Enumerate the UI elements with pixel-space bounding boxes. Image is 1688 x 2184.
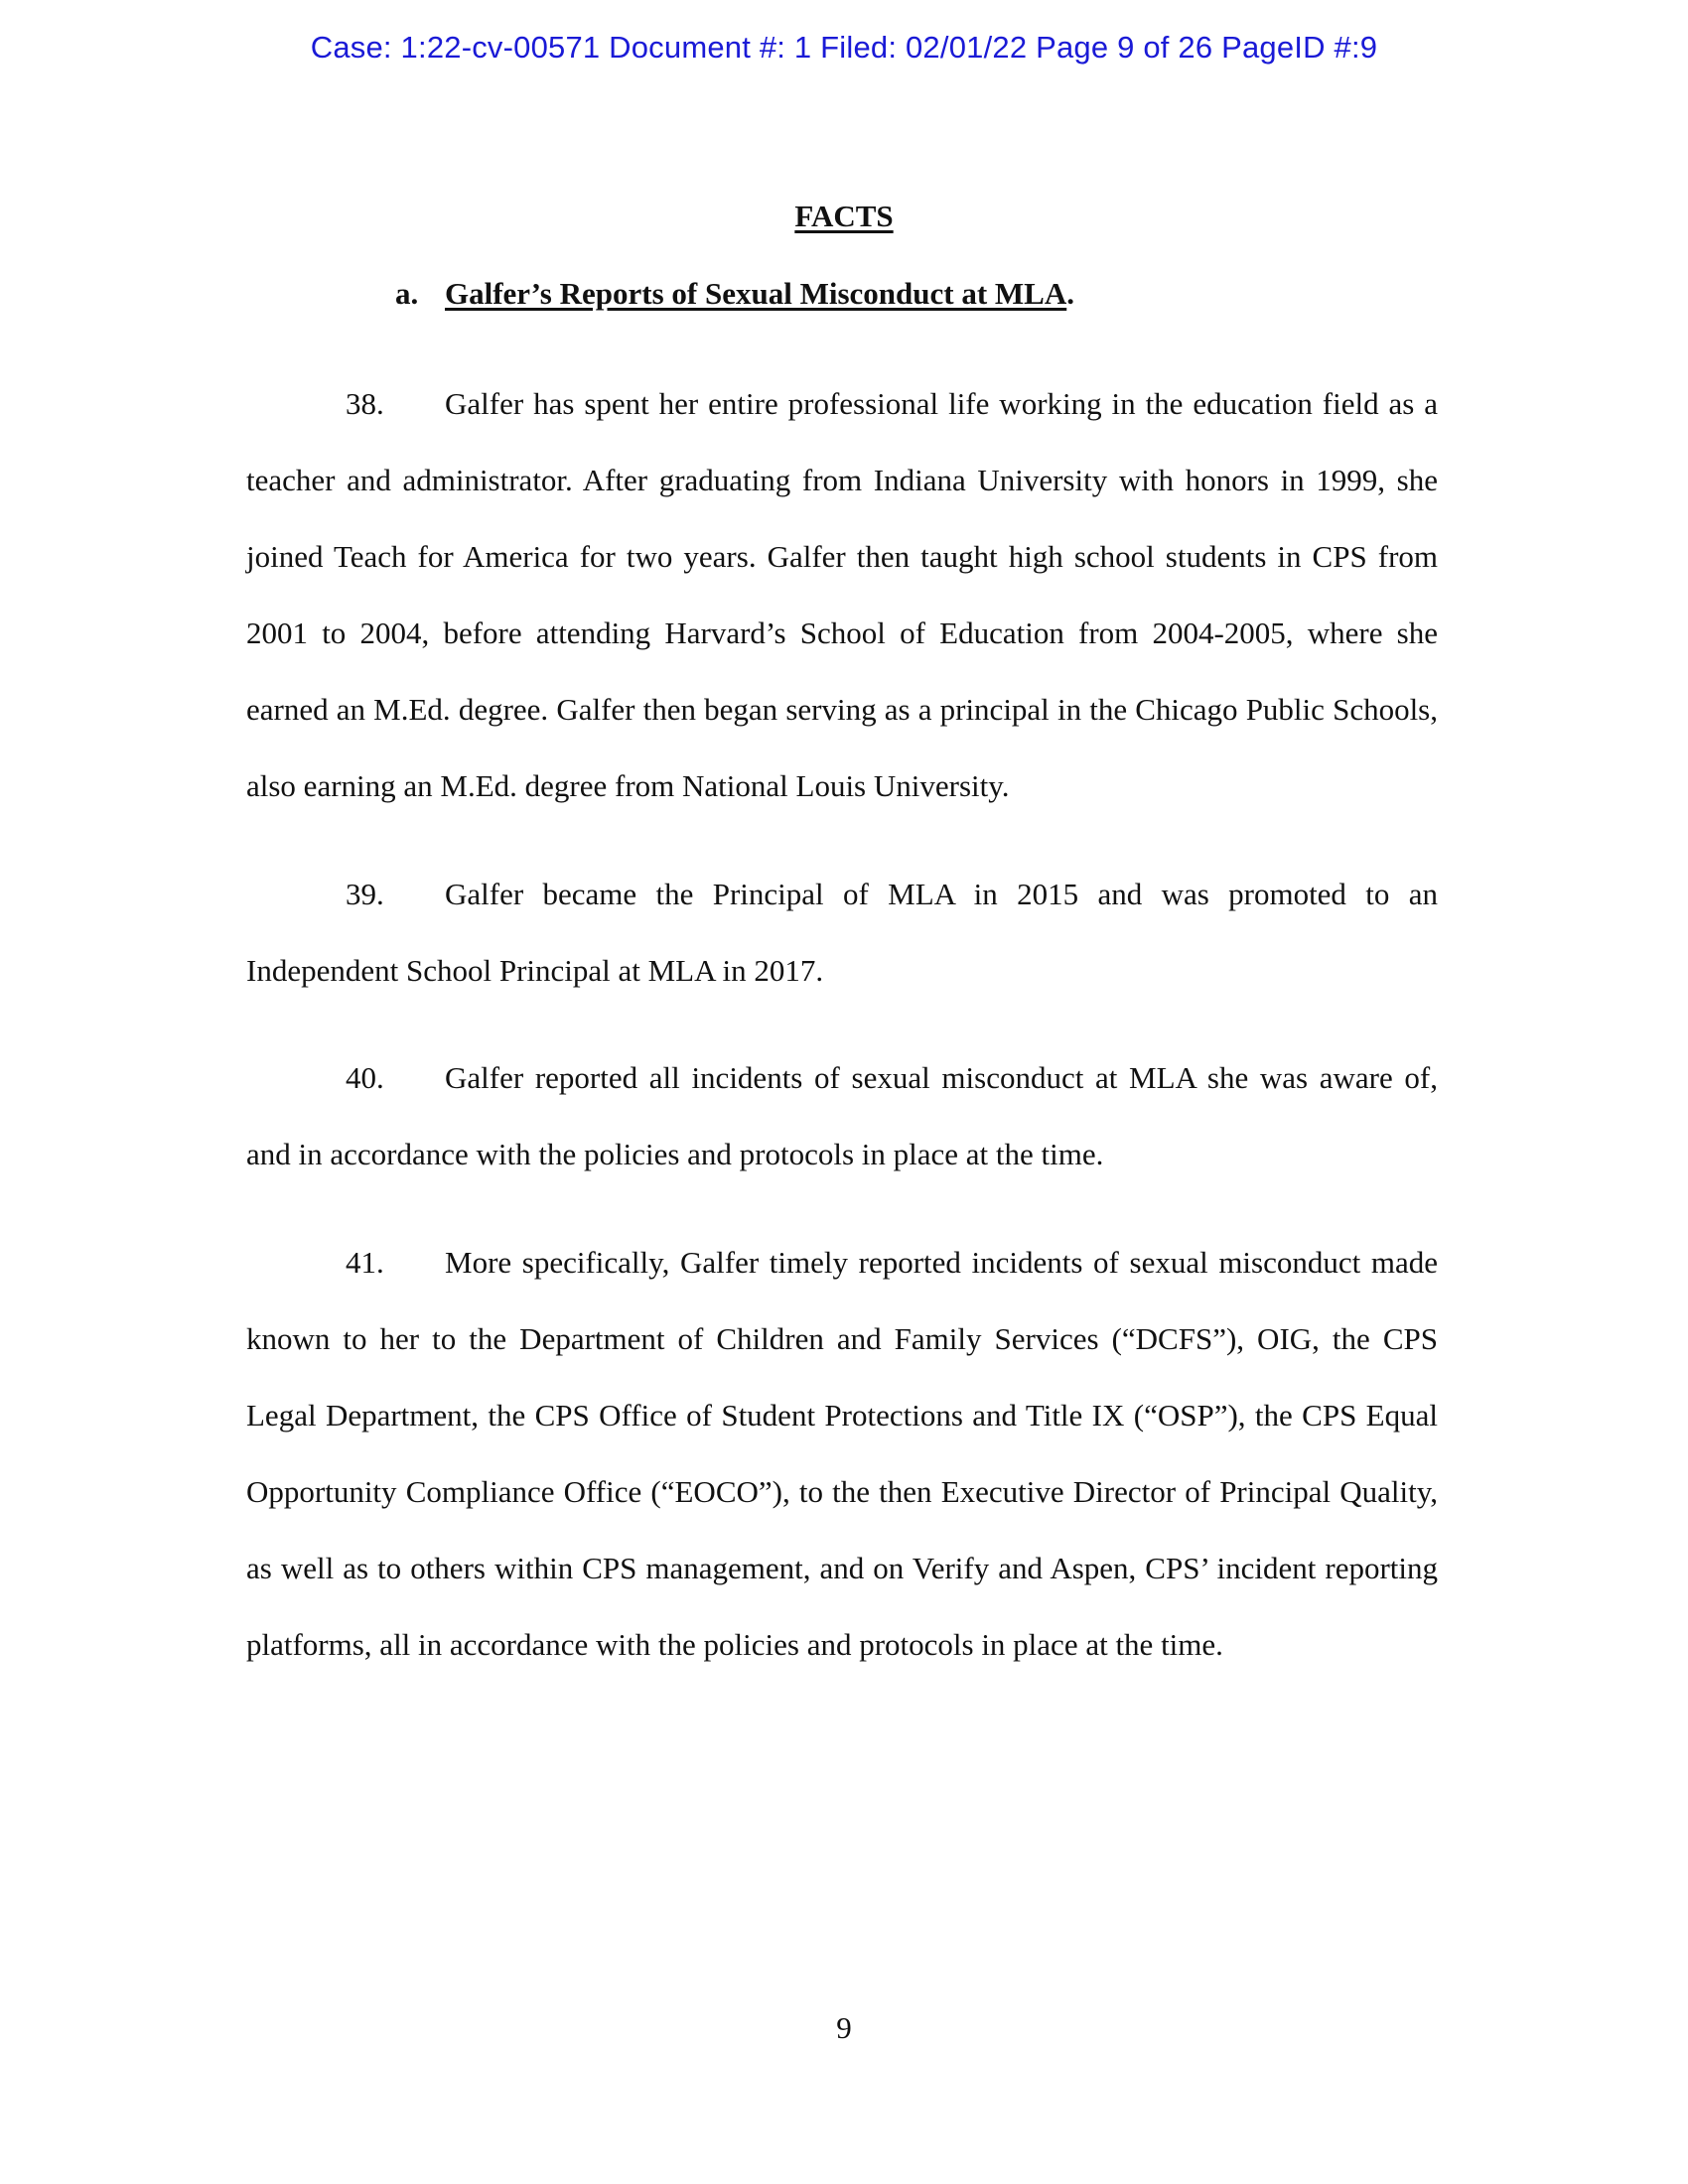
paragraph-text: More specifically, Galfer timely reported incidents of sexual misconduct made known to her to the Department of Children and Family Services (“DCFS”), OIG, the CPS Legal Department, the CPS Office of Student Protections and Title IX (“OSP”), the CPS Equal Opportunity Compliance Office (“EOCO”), to the then Executive Director of Principal Quality, as well as to others within CPS management, and on Verify and Aspen, CPS’ incident reporting platforms, all in accordance with the policies and protocols in place at the time. [246,1245,1438,1662]
paragraph-40 [246,1039,1438,1192]
subheading-title: Galfer’s Reports of Sexual Misconduct at MLA [445,276,1067,311]
paragraph-number: 40. [346,1060,384,1095]
section-heading: FACTS [794,199,894,233]
subheading-period: . [1066,276,1074,311]
subheading-letter: a. [395,276,419,311]
page-number: 9 [836,2010,852,2045]
subheading [395,276,1074,312]
paragraph-text: Galfer became the Principal of MLA in 2015 and was promoted to an Independent School Principal at MLA in 2017. [246,877,1438,988]
paragraph-38 [246,365,1438,824]
paragraph-number: 38. [346,386,384,421]
case-header: Case: 1:22-cv-00571 Document #: 1 Filed: 02/01/22 Page 9 of 26 PageID #:9 [310,30,1378,65]
paragraph-39 [246,856,1438,1009]
paragraph-text: Galfer reported all incidents of sexual misconduct at MLA she was aware of, and in accordance with the policies and protocols in place at the time. [246,1060,1438,1171]
paragraph-number: 41. [346,1245,384,1280]
paragraph-41 [246,1224,1438,1683]
paragraph-number: 39. [346,877,384,911]
paragraph-text: Galfer has spent her entire professional life working in the education field as a teacher and administrator. After graduating from Indiana University with honors in 1999, she joined Teach for America for two years. Galfer then taught high school students in CPS from 2001 to 2004, before attending Harvard’s School of Education from 2004-2005, where she earned an M.Ed. degree. Galfer then began serving as a principal in the Chicago Public Schools, also earning an M.Ed. degree from National Louis University. [246,386,1438,803]
